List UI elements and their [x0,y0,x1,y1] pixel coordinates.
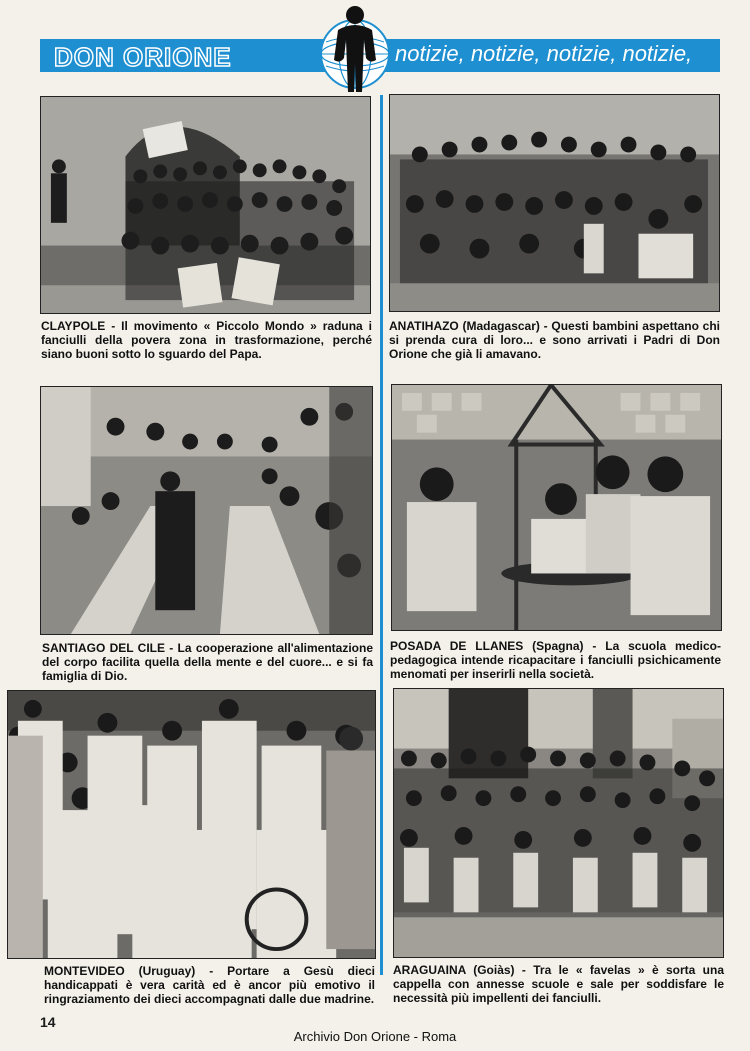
page-number: 14 [40,1014,56,1030]
caption-anatihazo: ANATIHAZO (Madagascar) - Questi bambini aspettano chi si prenda cura di loro... e sono arrivati i Padri di Don Orione che già li amavano. [389,319,720,361]
photo-montevideo [7,690,376,959]
caption-santiago: SANTIAGO DEL CILE - La cooperazione all'alimentazione del corpo facilita quella della mente e del cuore... e si fa famiglia di Dio. [42,641,373,683]
photo-anatihazo [389,94,720,312]
photo-posada [391,384,722,631]
caption-montevideo: MONTEVIDEO (Uruguay) - Portare a Gesù dieci handicappati è vera carità ed è ancor più emotivo il ringraziamento dei dieci accompagnati dalle due madrine. [44,964,375,1006]
photo-claypole [40,96,371,314]
don-orione-globe-logo [312,2,398,94]
archive-footer: Archivio Don Orione - Roma [293,1029,457,1044]
magazine-title: DON ORIONE [54,42,232,72]
caption-claypole: CLAYPOLE - Il movimento « Piccolo Mondo » raduna i fanciulli della povera zona in trasformazione, perché siano buoni sotto lo sguardo del Papa. [41,319,372,361]
caption-posada: POSADA DE LLANES (Spagna) - La scuola medico-pedagogica intende ricapacitare i fanciulli psichicamente menomati per inserirli nella società. [390,639,721,681]
photo-araguaina [393,688,724,958]
photo-santiago [40,386,373,635]
column-divider [380,95,383,975]
caption-araguaina: ARAGUAINA (Goiàs) - Tra le « favelas » è sorta una cappella con annesse scuole e sale per soddisfare le necessità più impellenti dei fanciulli. [393,963,724,1005]
header-tagline: notizie, notizie, notizie, notizie, [395,41,693,66]
